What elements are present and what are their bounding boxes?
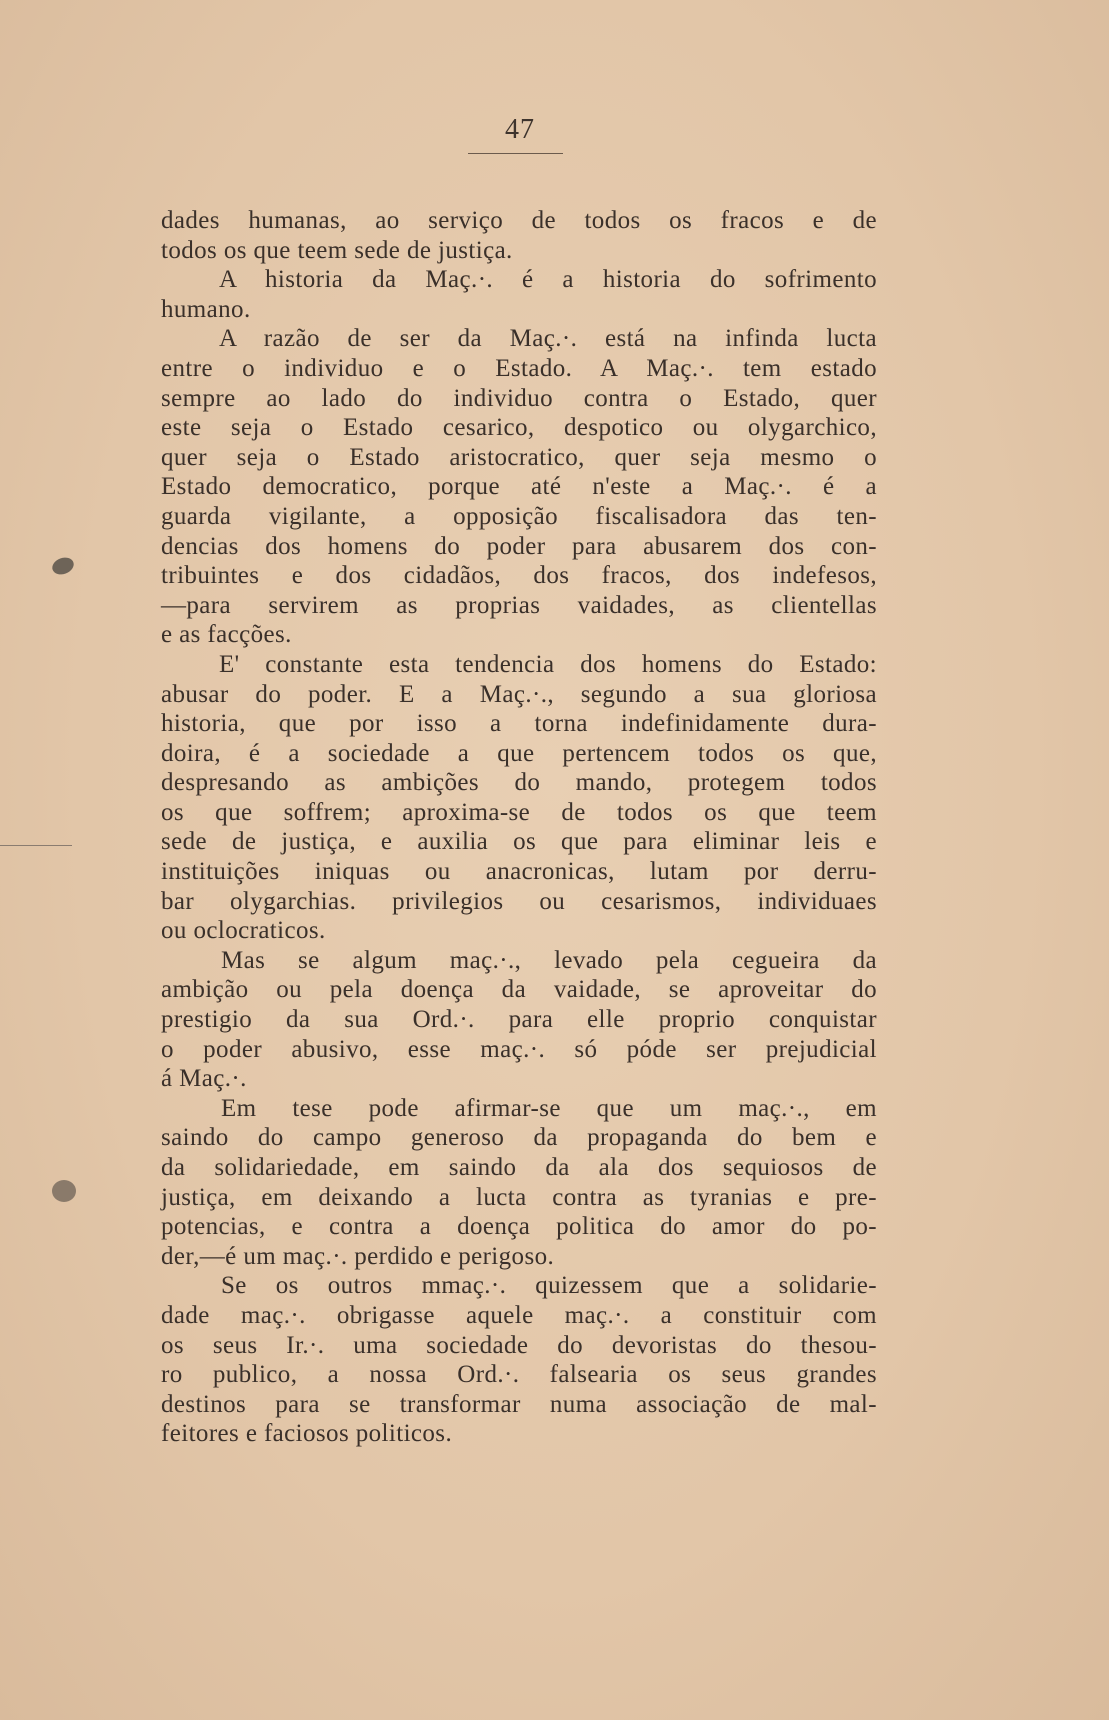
text-line: Estado democratico, porque até n'este a Maç.·. é a: [161, 473, 877, 501]
text-line: Se os outros mmaç.·. quizessem que a solidarie-: [221, 1272, 877, 1300]
text-line: destinos para se transformar numa associação de mal-: [161, 1390, 877, 1418]
text-line: dades humanas, ao serviço de todos os fracos e de: [161, 207, 877, 234]
text-line: entre o individuo e o Estado. A Maç.·. tem estado: [161, 354, 877, 382]
text-line: ro publico, a nossa Ord.·. falsearia os seus grandes: [161, 1361, 877, 1389]
text-line: E' constante esta tendencia dos homens do Estado:: [219, 650, 877, 678]
text-line: justiça, em deixando a lucta contra as tyranias e pre-: [161, 1183, 877, 1211]
margin-mark: [0, 845, 72, 846]
text-line: o poder abusivo, esse maç.·. só póde ser prejudicial: [161, 1035, 877, 1063]
text-line: os que soffrem; aproxima-se de todos os que teem: [161, 798, 877, 826]
page-number: 47: [505, 114, 535, 145]
text-line: feitores e faciosos politicos.: [161, 1420, 453, 1448]
text-line: ou oclocraticos.: [161, 917, 326, 945]
text-line: A historia da Maç.·. é a historia do sofrimento: [219, 266, 877, 294]
text-line: guarda vigilante, a opposição fiscalisadora das ten-: [161, 502, 877, 530]
text-line: os seus Ir.·. uma sociedade do devoristas do thesou-: [161, 1331, 877, 1359]
text-line: tribuintes e dos cidadãos, dos fracos, dos indefesos,: [161, 562, 877, 590]
text-line: da solidariedade, em saindo da ala dos sequiosos de: [161, 1154, 877, 1181]
text-line: saindo do campo generoso da propaganda do bem e: [161, 1124, 877, 1152]
text-line: sempre ao lado do individuo contra o Estado, quer: [161, 384, 877, 412]
text-line: á Maç.·.: [161, 1065, 247, 1093]
body-text: [161, 206, 877, 1449]
text-line: abusar do poder. E a Maç.·., segundo a sua gloriosa: [161, 680, 877, 708]
text-line: Em tese pode afirmar-se que um maç.·., em: [221, 1094, 877, 1122]
text-line: dencias dos homens do poder para abusarem dos con-: [161, 532, 877, 560]
text-line: despresando as ambições do mando, protegem todos: [161, 769, 877, 797]
ink-blot: [50, 555, 76, 578]
text-line: prestigio da sua Ord.·. para elle proprio conquistar: [161, 1006, 877, 1034]
text-line: der,—é um maç.·. perdido e perigoso.: [161, 1242, 555, 1270]
text-line: dade maç.·. obrigasse aquele maç.·. a constituir com: [161, 1301, 877, 1329]
text-line: doira, é a sociedade a que pertencem todos os que,: [161, 739, 877, 767]
ink-blot: [52, 1180, 76, 1202]
text-line: instituições iniquas ou anacronicas, lutam por derru-: [161, 858, 877, 886]
text-line: historia, que por isso a torna indefinidamente dura-: [161, 710, 877, 738]
text-line: quer seja o Estado aristocratico, quer seja mesmo o: [161, 443, 877, 471]
text-line: e as facções.: [161, 621, 292, 649]
text-line: potencias, e contra a doença politica do amor do po-: [161, 1213, 877, 1241]
text-line: —para servirem as proprias vaidades, as clientellas: [161, 591, 877, 619]
text-line: bar olygarchias. privilegios ou cesarismos, individuaes: [161, 887, 877, 915]
text-line: A razão de ser da Maç.·. está na infinda lucta: [219, 325, 877, 353]
page-number-rule: [468, 153, 563, 154]
text-line: todos os que teem sede de justiça.: [161, 236, 513, 264]
text-line: ambição ou pela doença da vaidade, se aproveitar do: [161, 976, 877, 1004]
text-line: Mas se algum maç.·., levado pela cegueira da: [221, 946, 877, 974]
text-line: sede de justiça, e auxilia os que para eliminar leis e: [161, 828, 877, 856]
text-line: humano.: [161, 295, 251, 323]
text-line: este seja o Estado cesarico, despotico ou olygarchico,: [161, 414, 877, 442]
